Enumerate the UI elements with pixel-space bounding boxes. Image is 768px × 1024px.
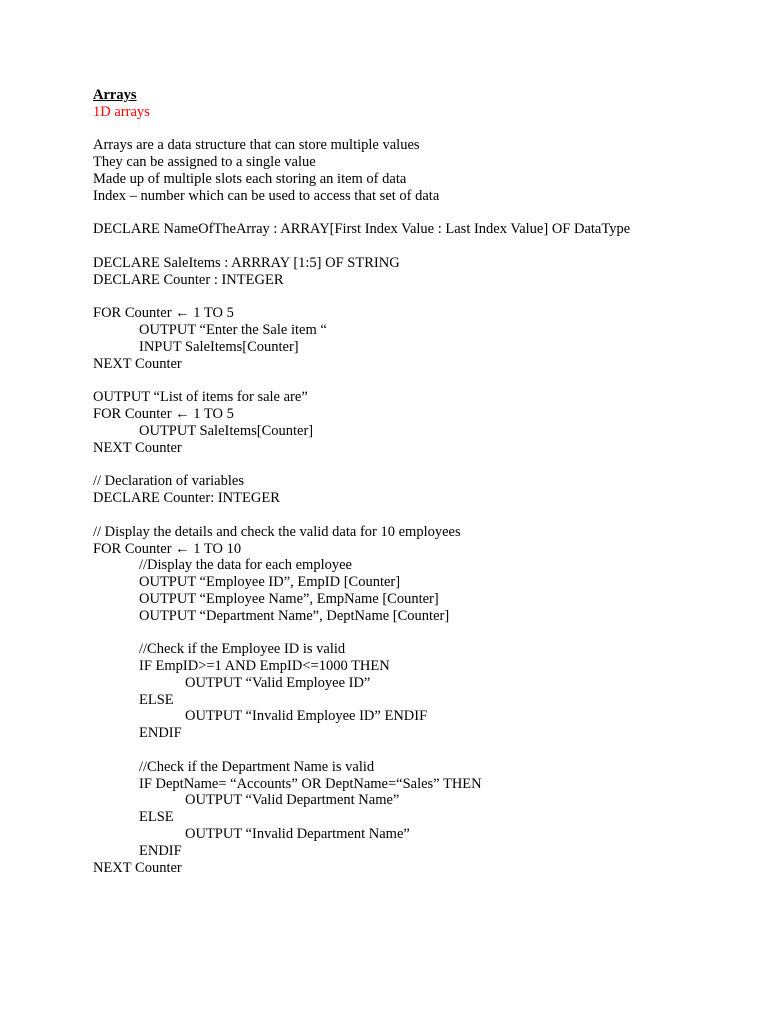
blank-line <box>93 238 733 255</box>
code-line: DECLARE Counter : INTEGER <box>93 271 284 288</box>
code-line: OUTPUT “Employee Name”, EmpName [Counter] <box>139 590 439 607</box>
intro-line: Arrays are a data structure that can store multiple values <box>93 137 420 154</box>
code-line: ENDIF <box>139 725 182 742</box>
blank-line <box>93 289 733 306</box>
code-line: OUTPUT “Department Name”, DeptName [Counter] <box>139 607 450 624</box>
blank-line <box>93 457 733 474</box>
code-line: INPUT SaleItems[Counter] <box>139 338 299 355</box>
code-line: IF EmpID>=1 AND EmpID<=1000 THEN <box>139 658 390 675</box>
blank-line <box>93 373 733 390</box>
code-line: OUTPUT “Invalid Employee ID” ENDIF <box>185 708 428 725</box>
blank-line <box>93 205 733 222</box>
code-line: FOR Counter ← 1 TO 5 <box>93 305 234 322</box>
code-comment: // Declaration of variables <box>93 473 244 490</box>
document-title: Arrays <box>93 87 137 103</box>
blank-line <box>93 507 733 524</box>
code-line: OUTPUT “List of items for sale are” <box>93 389 308 406</box>
declare-syntax-line: DECLARE NameOfTheArray : ARRAY[First Index Value : Last Index Value] OF DataType <box>93 221 631 238</box>
code-comment: //Check if the Department Name is valid <box>139 758 375 775</box>
code-line: OUTPUT SaleItems[Counter] <box>139 422 314 439</box>
code-line: OUTPUT “Valid Department Name” <box>185 792 400 809</box>
code-line: OUTPUT “Valid Employee ID” <box>185 674 371 691</box>
code-line: NEXT Counter <box>93 355 182 372</box>
code-comment: // Display the details and check the valid data for 10 employees <box>93 523 461 540</box>
blank-line <box>93 625 733 642</box>
code-line: FOR Counter ← 1 TO 10 <box>93 540 242 557</box>
intro-line: Index – number which can be used to access that set of data <box>93 187 440 204</box>
code-line: DECLARE SaleItems : ARRRAY [1:5] OF STRING <box>93 254 400 271</box>
code-line: NEXT Counter <box>93 859 182 876</box>
code-line: OUTPUT “Invalid Department Name” <box>185 826 410 843</box>
code-comment: //Check if the Employee ID is valid <box>139 641 346 658</box>
code-line: FOR Counter ← 1 TO 5 <box>93 406 234 423</box>
blank-line <box>93 742 733 759</box>
code-line: ELSE <box>139 809 174 826</box>
intro-line: They can be assigned to a single value <box>93 154 316 171</box>
intro-line: Made up of multiple slots each storing an item of data <box>93 170 407 187</box>
code-line: NEXT Counter <box>93 439 182 456</box>
document-body <box>93 87 733 876</box>
code-line: DECLARE Counter: INTEGER <box>93 490 280 507</box>
code-comment: //Display the data for each employee <box>139 557 352 574</box>
document-subtitle: 1D arrays <box>93 103 150 120</box>
code-line: ELSE <box>139 691 174 708</box>
code-line: ENDIF <box>139 842 182 859</box>
code-line: IF DeptName= “Accounts” OR DeptName=“Sales” THEN <box>139 775 482 792</box>
code-line: OUTPUT “Employee ID”, EmpID [Counter] <box>139 574 401 591</box>
blank-line <box>93 121 733 138</box>
code-line: OUTPUT “Enter the Sale item “ <box>139 322 327 339</box>
